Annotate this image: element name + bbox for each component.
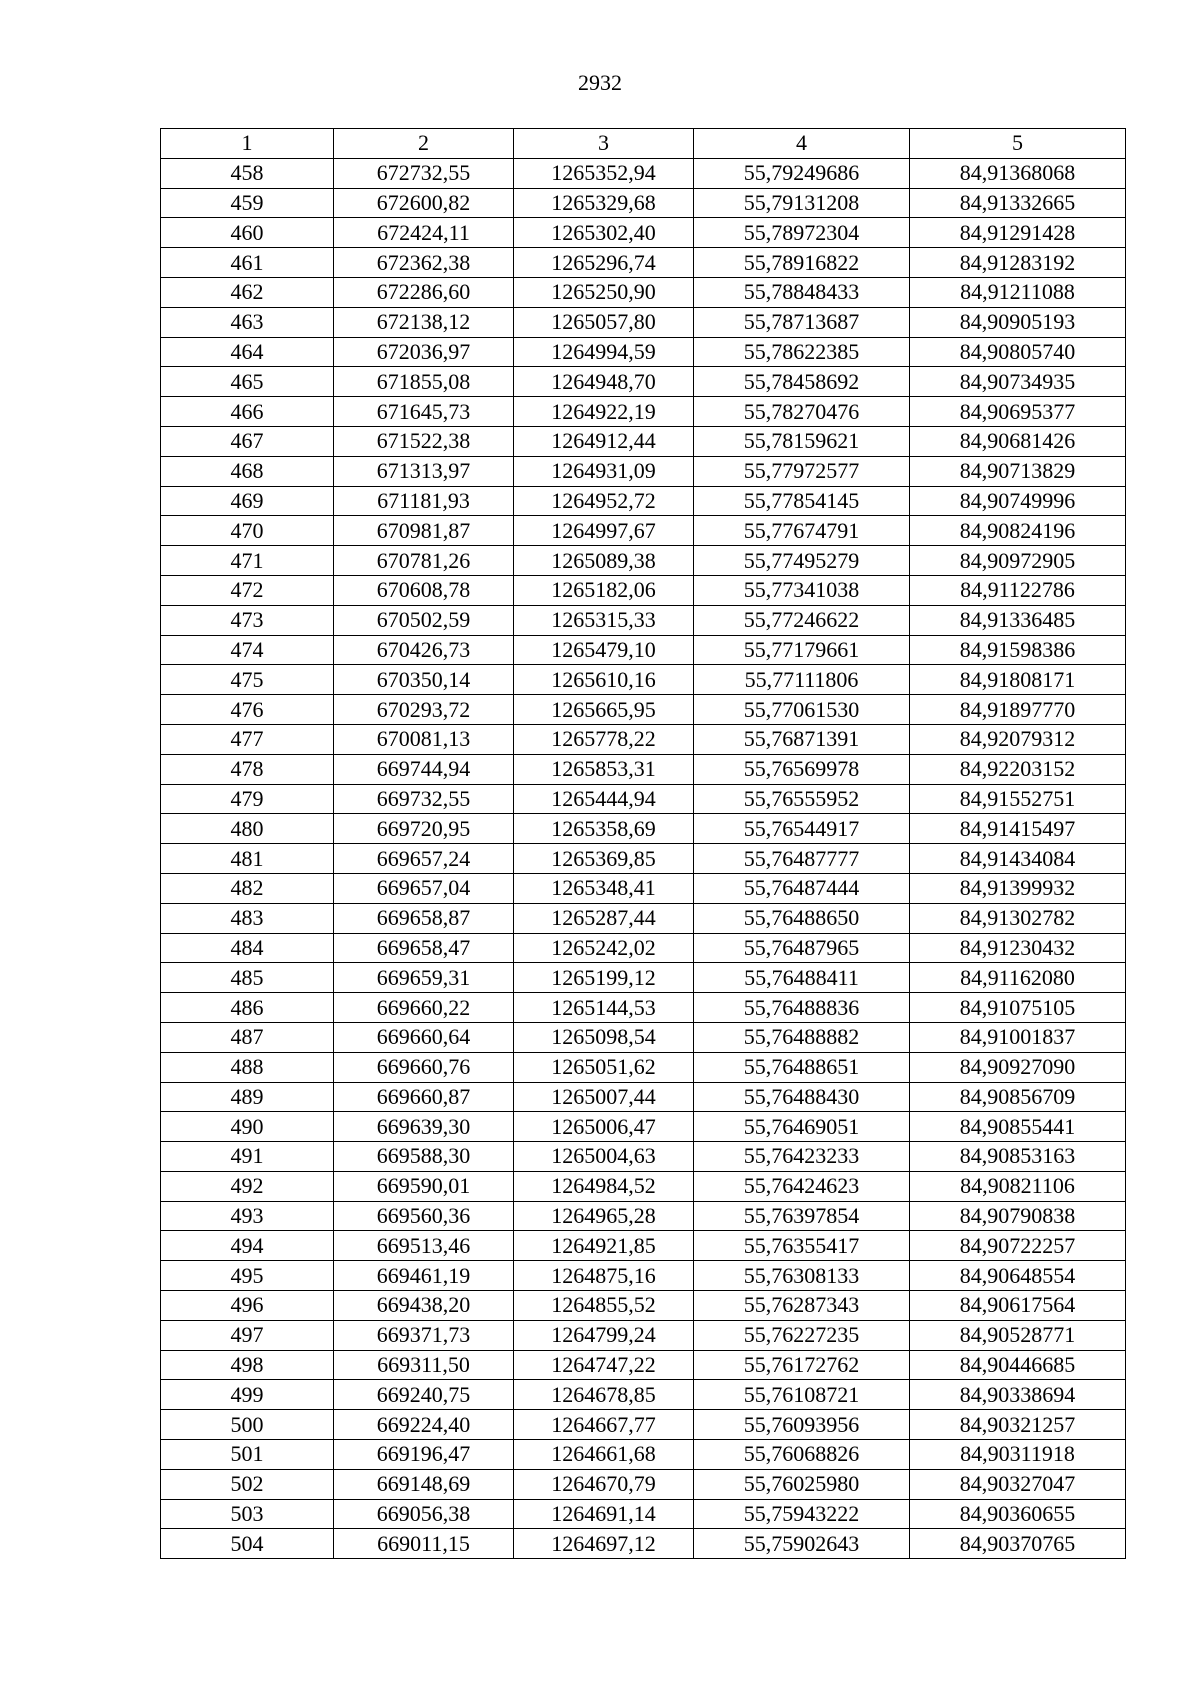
table-cell-col-3: 1265250,90 [514,277,694,307]
table-row [161,903,1126,933]
table-cell-col-3: 1264691,14 [514,1499,694,1529]
table-cell-col-3: 1264678,85 [514,1380,694,1410]
table-cell-col-3: 1265665,95 [514,695,694,725]
table-cell-col-1: 469 [161,486,334,516]
table-cell-col-2: 669657,04 [334,873,514,903]
table-row [161,1082,1126,1112]
table-cell-col-5: 84,90972905 [910,546,1126,576]
table-cell-col-2: 670608,78 [334,575,514,605]
table-cell-col-4: 55,77341038 [694,575,910,605]
table-cell-col-1: 485 [161,963,334,993]
table-cell-col-2: 669371,73 [334,1320,514,1350]
table-cell-col-2: 671645,73 [334,397,514,427]
table-cell-col-3: 1265853,31 [514,754,694,784]
table-cell-col-3: 1265287,44 [514,903,694,933]
table-cell-col-1: 458 [161,158,334,188]
table-cell-col-3: 1264952,72 [514,486,694,516]
table-cell-col-5: 84,90370765 [910,1529,1126,1559]
table-row [161,1261,1126,1291]
table-cell-col-1: 484 [161,933,334,963]
table-cell-col-3: 1265006,47 [514,1112,694,1142]
table-cell-col-4: 55,78458692 [694,367,910,397]
table-cell-col-2: 669660,64 [334,1022,514,1052]
table-cell-col-2: 669311,50 [334,1350,514,1380]
table-cell-col-3: 1264922,19 [514,397,694,427]
table-cell-col-4: 55,79249686 [694,158,910,188]
table-cell-col-4: 55,78622385 [694,337,910,367]
table-cell-col-5: 84,90648554 [910,1261,1126,1291]
table-cell-col-1: 492 [161,1171,334,1201]
table-row [161,1320,1126,1350]
table-cell-col-1: 465 [161,367,334,397]
table-cell-col-1: 479 [161,784,334,814]
table-row [161,1052,1126,1082]
table-row [161,367,1126,397]
table-cell-col-4: 55,77854145 [694,486,910,516]
table-cell-col-1: 491 [161,1142,334,1172]
table-row [161,426,1126,456]
table-cell-col-4: 55,76488882 [694,1022,910,1052]
table-cell-col-1: 461 [161,248,334,278]
table-cell-col-2: 669744,94 [334,754,514,784]
table-row [161,933,1126,963]
table-cell-col-2: 669639,30 [334,1112,514,1142]
table-cell-col-1: 472 [161,575,334,605]
table-row [161,1440,1126,1470]
table-cell-col-2: 671313,97 [334,456,514,486]
table-cell-col-4: 55,76487444 [694,873,910,903]
table-row [161,546,1126,576]
table-cell-col-5: 84,90338694 [910,1380,1126,1410]
table-cell-col-4: 55,76488650 [694,903,910,933]
table-cell-col-1: 466 [161,397,334,427]
table-row [161,1142,1126,1172]
table-cell-col-5: 84,90446685 [910,1350,1126,1380]
table-cell-col-5: 84,91336485 [910,605,1126,635]
table-cell-col-3: 1265144,53 [514,993,694,1023]
table-cell-col-2: 669438,20 [334,1291,514,1321]
table-row [161,1171,1126,1201]
table-cell-col-5: 84,91302782 [910,903,1126,933]
table-cell-col-4: 55,76488430 [694,1082,910,1112]
table-cell-col-1: 489 [161,1082,334,1112]
table-cell-col-1: 488 [161,1052,334,1082]
table-cell-col-5: 84,90695377 [910,397,1126,427]
page-number: 2932 [578,70,622,95]
table-cell-col-4: 55,78159621 [694,426,910,456]
table-row [161,516,1126,546]
table-cell-col-5: 84,90805740 [910,337,1126,367]
coordinates-table [160,128,1126,1559]
table-row [161,218,1126,248]
table-cell-col-5: 84,90790838 [910,1201,1126,1231]
table-cell-col-2: 669240,75 [334,1380,514,1410]
table-cell-col-3: 1264912,44 [514,426,694,456]
table-row [161,1380,1126,1410]
column-header-1: 1 [161,129,334,159]
table-row [161,456,1126,486]
table-cell-col-2: 670502,59 [334,605,514,635]
table-cell-col-5: 84,91211088 [910,277,1126,307]
table-row [161,605,1126,635]
table-cell-col-3: 1265007,44 [514,1082,694,1112]
table-cell-col-2: 669720,95 [334,814,514,844]
column-header-5: 5 [910,129,1126,159]
table-cell-col-2: 669658,47 [334,933,514,963]
table-cell-col-5: 84,90713829 [910,456,1126,486]
table-cell-col-1: 480 [161,814,334,844]
table-row [161,575,1126,605]
table-cell-col-4: 55,77246622 [694,605,910,635]
table-cell-col-2: 671522,38 [334,426,514,456]
table-cell-col-5: 84,90821106 [910,1171,1126,1201]
table-cell-col-3: 1264799,24 [514,1320,694,1350]
table-row [161,158,1126,188]
table-cell-col-1: 502 [161,1469,334,1499]
table-cell-col-1: 477 [161,724,334,754]
table-cell-col-5: 84,91283192 [910,248,1126,278]
table-cell-col-3: 1264661,68 [514,1440,694,1470]
table-body [161,158,1126,1558]
table-cell-col-5: 84,92079312 [910,724,1126,754]
table-cell-col-3: 1265329,68 [514,188,694,218]
table-cell-col-4: 55,76172762 [694,1350,910,1380]
table-cell-col-5: 84,91001837 [910,1022,1126,1052]
table-cell-col-3: 1265369,85 [514,844,694,874]
table-cell-col-2: 672424,11 [334,218,514,248]
table-cell-col-3: 1264994,59 [514,337,694,367]
table-row [161,277,1126,307]
table-cell-col-5: 84,91552751 [910,784,1126,814]
table-cell-col-5: 84,90855441 [910,1112,1126,1142]
table-row [161,754,1126,784]
table-cell-col-5: 84,90853163 [910,1142,1126,1172]
table-cell-col-3: 1265057,80 [514,307,694,337]
table-cell-col-5: 84,91415497 [910,814,1126,844]
table-cell-col-5: 84,90321257 [910,1410,1126,1440]
table-cell-col-5: 84,91075105 [910,993,1126,1023]
table-row [161,486,1126,516]
table-cell-col-5: 84,90327047 [910,1469,1126,1499]
table-cell-col-5: 84,90311918 [910,1440,1126,1470]
table-row [161,993,1126,1023]
table-cell-col-1: 478 [161,754,334,784]
table-cell-col-4: 55,77972577 [694,456,910,486]
table-cell-col-1: 460 [161,218,334,248]
column-header-2: 2 [334,129,514,159]
table-cell-col-5: 84,91122786 [910,575,1126,605]
header-row [161,129,1126,159]
table-cell-col-1: 475 [161,665,334,695]
table-cell-col-4: 55,77111806 [694,665,910,695]
table-cell-col-5: 84,92203152 [910,754,1126,784]
table-cell-col-4: 55,76093956 [694,1410,910,1440]
table-cell-col-1: 490 [161,1112,334,1142]
table-cell-col-5: 84,91897770 [910,695,1126,725]
table-cell-col-5: 84,91291428 [910,218,1126,248]
table-row [161,188,1126,218]
table-row [161,248,1126,278]
table-cell-col-3: 1265199,12 [514,963,694,993]
table-cell-col-3: 1264747,22 [514,1350,694,1380]
table-cell-col-3: 1265778,22 [514,724,694,754]
table-cell-col-1: 459 [161,188,334,218]
table-cell-col-1: 499 [161,1380,334,1410]
table-row [161,873,1126,903]
table-cell-col-3: 1264931,09 [514,456,694,486]
table-cell-col-3: 1265051,62 [514,1052,694,1082]
table-cell-col-4: 55,78713687 [694,307,910,337]
table-cell-col-3: 1265296,74 [514,248,694,278]
table-cell-col-5: 84,90824196 [910,516,1126,546]
table-cell-col-2: 670426,73 [334,635,514,665]
table-cell-col-5: 84,90749996 [910,486,1126,516]
table-cell-col-2: 669590,01 [334,1171,514,1201]
table-row [161,844,1126,874]
table-cell-col-2: 669732,55 [334,784,514,814]
table-cell-col-5: 84,90856709 [910,1082,1126,1112]
table-cell-col-1: 501 [161,1440,334,1470]
table-cell-col-5: 84,90360655 [910,1499,1126,1529]
table-cell-col-1: 482 [161,873,334,903]
table-cell-col-3: 1264965,28 [514,1201,694,1231]
table-cell-col-1: 486 [161,993,334,1023]
table-cell-col-1: 462 [161,277,334,307]
table-cell-col-2: 669513,46 [334,1231,514,1261]
table-cell-col-2: 672732,55 [334,158,514,188]
column-header-3: 3 [514,129,694,159]
table-cell-col-4: 55,76355417 [694,1231,910,1261]
table-cell-col-2: 669560,36 [334,1201,514,1231]
table-cell-col-1: 464 [161,337,334,367]
table-cell-col-3: 1264984,52 [514,1171,694,1201]
table-cell-col-2: 669148,69 [334,1469,514,1499]
table-cell-col-2: 670081,13 [334,724,514,754]
table-cell-col-5: 84,90905193 [910,307,1126,337]
table-cell-col-1: 470 [161,516,334,546]
table-cell-col-1: 500 [161,1410,334,1440]
table-cell-col-2: 669224,40 [334,1410,514,1440]
table-cell-col-1: 504 [161,1529,334,1559]
table-cell-col-3: 1265089,38 [514,546,694,576]
table-cell-col-1: 494 [161,1231,334,1261]
table-cell-col-1: 503 [161,1499,334,1529]
table-cell-col-2: 669056,38 [334,1499,514,1529]
table-cell-col-3: 1265315,33 [514,605,694,635]
table-cell-col-4: 55,77061530 [694,695,910,725]
table-cell-col-4: 55,77495279 [694,546,910,576]
table-row [161,784,1126,814]
table-row [161,1201,1126,1231]
table-cell-col-5: 84,91434084 [910,844,1126,874]
table-cell-col-5: 84,91368068 [910,158,1126,188]
table-cell-col-4: 55,76487965 [694,933,910,963]
table-cell-col-1: 463 [161,307,334,337]
table-cell-col-4: 55,76025980 [694,1469,910,1499]
table-cell-col-4: 55,76227235 [694,1320,910,1350]
table-cell-col-2: 669588,30 [334,1142,514,1172]
table-cell-col-3: 1264875,16 [514,1261,694,1291]
table-cell-col-2: 672138,12 [334,307,514,337]
table-cell-col-1: 487 [161,1022,334,1052]
table-cell-col-4: 55,76544917 [694,814,910,844]
table-cell-col-4: 55,76555952 [694,784,910,814]
table-cell-col-5: 84,90681426 [910,426,1126,456]
table-cell-col-3: 1264997,67 [514,516,694,546]
table-row [161,1410,1126,1440]
table-cell-col-1: 467 [161,426,334,456]
table-cell-col-1: 483 [161,903,334,933]
table-cell-col-1: 476 [161,695,334,725]
table-cell-col-2: 669461,19 [334,1261,514,1291]
table-cell-col-5: 84,91230432 [910,933,1126,963]
table-cell-col-2: 669660,87 [334,1082,514,1112]
table-cell-col-1: 493 [161,1201,334,1231]
table-cell-col-3: 1265182,06 [514,575,694,605]
table-cell-col-5: 84,91598386 [910,635,1126,665]
table-cell-col-3: 1264697,12 [514,1529,694,1559]
table-cell-col-4: 55,76569978 [694,754,910,784]
table-row [161,963,1126,993]
table-row [161,1499,1126,1529]
table-cell-col-3: 1264670,79 [514,1469,694,1499]
table-cell-col-4: 55,76488836 [694,993,910,1023]
table-cell-col-1: 471 [161,546,334,576]
table-cell-col-5: 84,90734935 [910,367,1126,397]
table-cell-col-5: 84,90528771 [910,1320,1126,1350]
table-cell-col-2: 669660,76 [334,1052,514,1082]
table-cell-col-2: 672362,38 [334,248,514,278]
table-cell-col-4: 55,79131208 [694,188,910,218]
table-cell-col-4: 55,76871391 [694,724,910,754]
table-cell-col-3: 1265358,69 [514,814,694,844]
table-cell-col-2: 671181,93 [334,486,514,516]
table-cell-col-4: 55,75943222 [694,1499,910,1529]
table-cell-col-2: 669657,24 [334,844,514,874]
table-row [161,635,1126,665]
table-row [161,1350,1126,1380]
table-cell-col-3: 1265348,41 [514,873,694,903]
table-cell-col-4: 55,78848433 [694,277,910,307]
table-cell-col-1: 474 [161,635,334,665]
table-cell-col-2: 672600,82 [334,188,514,218]
table-row [161,665,1126,695]
table-cell-col-3: 1265479,10 [514,635,694,665]
table-cell-col-3: 1265352,94 [514,158,694,188]
table-cell-col-4: 55,76424623 [694,1171,910,1201]
table-cell-col-1: 468 [161,456,334,486]
table-cell-col-2: 670981,87 [334,516,514,546]
table-cell-col-5: 84,91162080 [910,963,1126,993]
table-cell-col-4: 55,77179661 [694,635,910,665]
table-row [161,337,1126,367]
table-cell-col-1: 473 [161,605,334,635]
table-cell-col-4: 55,76469051 [694,1112,910,1142]
table-cell-col-3: 1265004,63 [514,1142,694,1172]
table-cell-col-4: 55,78972304 [694,218,910,248]
table-header [161,129,1126,159]
table-cell-col-4: 55,76287343 [694,1291,910,1321]
table-row [161,1022,1126,1052]
table-cell-col-2: 670293,72 [334,695,514,725]
table-cell-col-1: 497 [161,1320,334,1350]
table-cell-col-3: 1265098,54 [514,1022,694,1052]
table-cell-col-4: 55,76397854 [694,1201,910,1231]
table-cell-col-4: 55,77674791 [694,516,910,546]
table-row [161,397,1126,427]
table-row [161,1469,1126,1499]
table-cell-col-5: 84,90927090 [910,1052,1126,1082]
table-row [161,814,1126,844]
table-cell-col-3: 1264855,52 [514,1291,694,1321]
table-row [161,724,1126,754]
table-row [161,1112,1126,1142]
table-cell-col-3: 1264921,85 [514,1231,694,1261]
table-cell-col-5: 84,91399932 [910,873,1126,903]
table-cell-col-4: 55,78270476 [694,397,910,427]
table-cell-col-3: 1264948,70 [514,367,694,397]
table-cell-col-5: 84,91808171 [910,665,1126,695]
table-cell-col-2: 669660,22 [334,993,514,1023]
table-cell-col-4: 55,76308133 [694,1261,910,1291]
table-cell-col-4: 55,76068826 [694,1440,910,1470]
table-cell-col-2: 669658,87 [334,903,514,933]
table-cell-col-3: 1265302,40 [514,218,694,248]
table-cell-col-4: 55,75902643 [694,1529,910,1559]
table-cell-col-3: 1265242,02 [514,933,694,963]
table-cell-col-2: 669196,47 [334,1440,514,1470]
table-cell-col-1: 496 [161,1291,334,1321]
table-cell-col-3: 1264667,77 [514,1410,694,1440]
table-cell-col-2: 672036,97 [334,337,514,367]
table-cell-col-5: 84,90722257 [910,1231,1126,1261]
table-cell-col-5: 84,90617564 [910,1291,1126,1321]
table-cell-col-2: 671855,08 [334,367,514,397]
table-row [161,1529,1126,1559]
table-cell-col-2: 670781,26 [334,546,514,576]
table-cell-col-4: 55,76487777 [694,844,910,874]
table-cell-col-4: 55,78916822 [694,248,910,278]
table-cell-col-5: 84,91332665 [910,188,1126,218]
table-cell-col-4: 55,76108721 [694,1380,910,1410]
table-cell-col-2: 669011,15 [334,1529,514,1559]
table-row [161,1231,1126,1261]
table-row [161,695,1126,725]
table-row [161,307,1126,337]
table-row [161,1291,1126,1321]
column-header-4: 4 [694,129,910,159]
table-cell-col-2: 670350,14 [334,665,514,695]
table-cell-col-4: 55,76488411 [694,963,910,993]
table-cell-col-3: 1265610,16 [514,665,694,695]
table-cell-col-2: 672286,60 [334,277,514,307]
table-cell-col-3: 1265444,94 [514,784,694,814]
table-cell-col-1: 495 [161,1261,334,1291]
table-cell-col-4: 55,76423233 [694,1142,910,1172]
table-cell-col-1: 498 [161,1350,334,1380]
table-cell-col-4: 55,76488651 [694,1052,910,1082]
table-cell-col-1: 481 [161,844,334,874]
table-cell-col-2: 669659,31 [334,963,514,993]
